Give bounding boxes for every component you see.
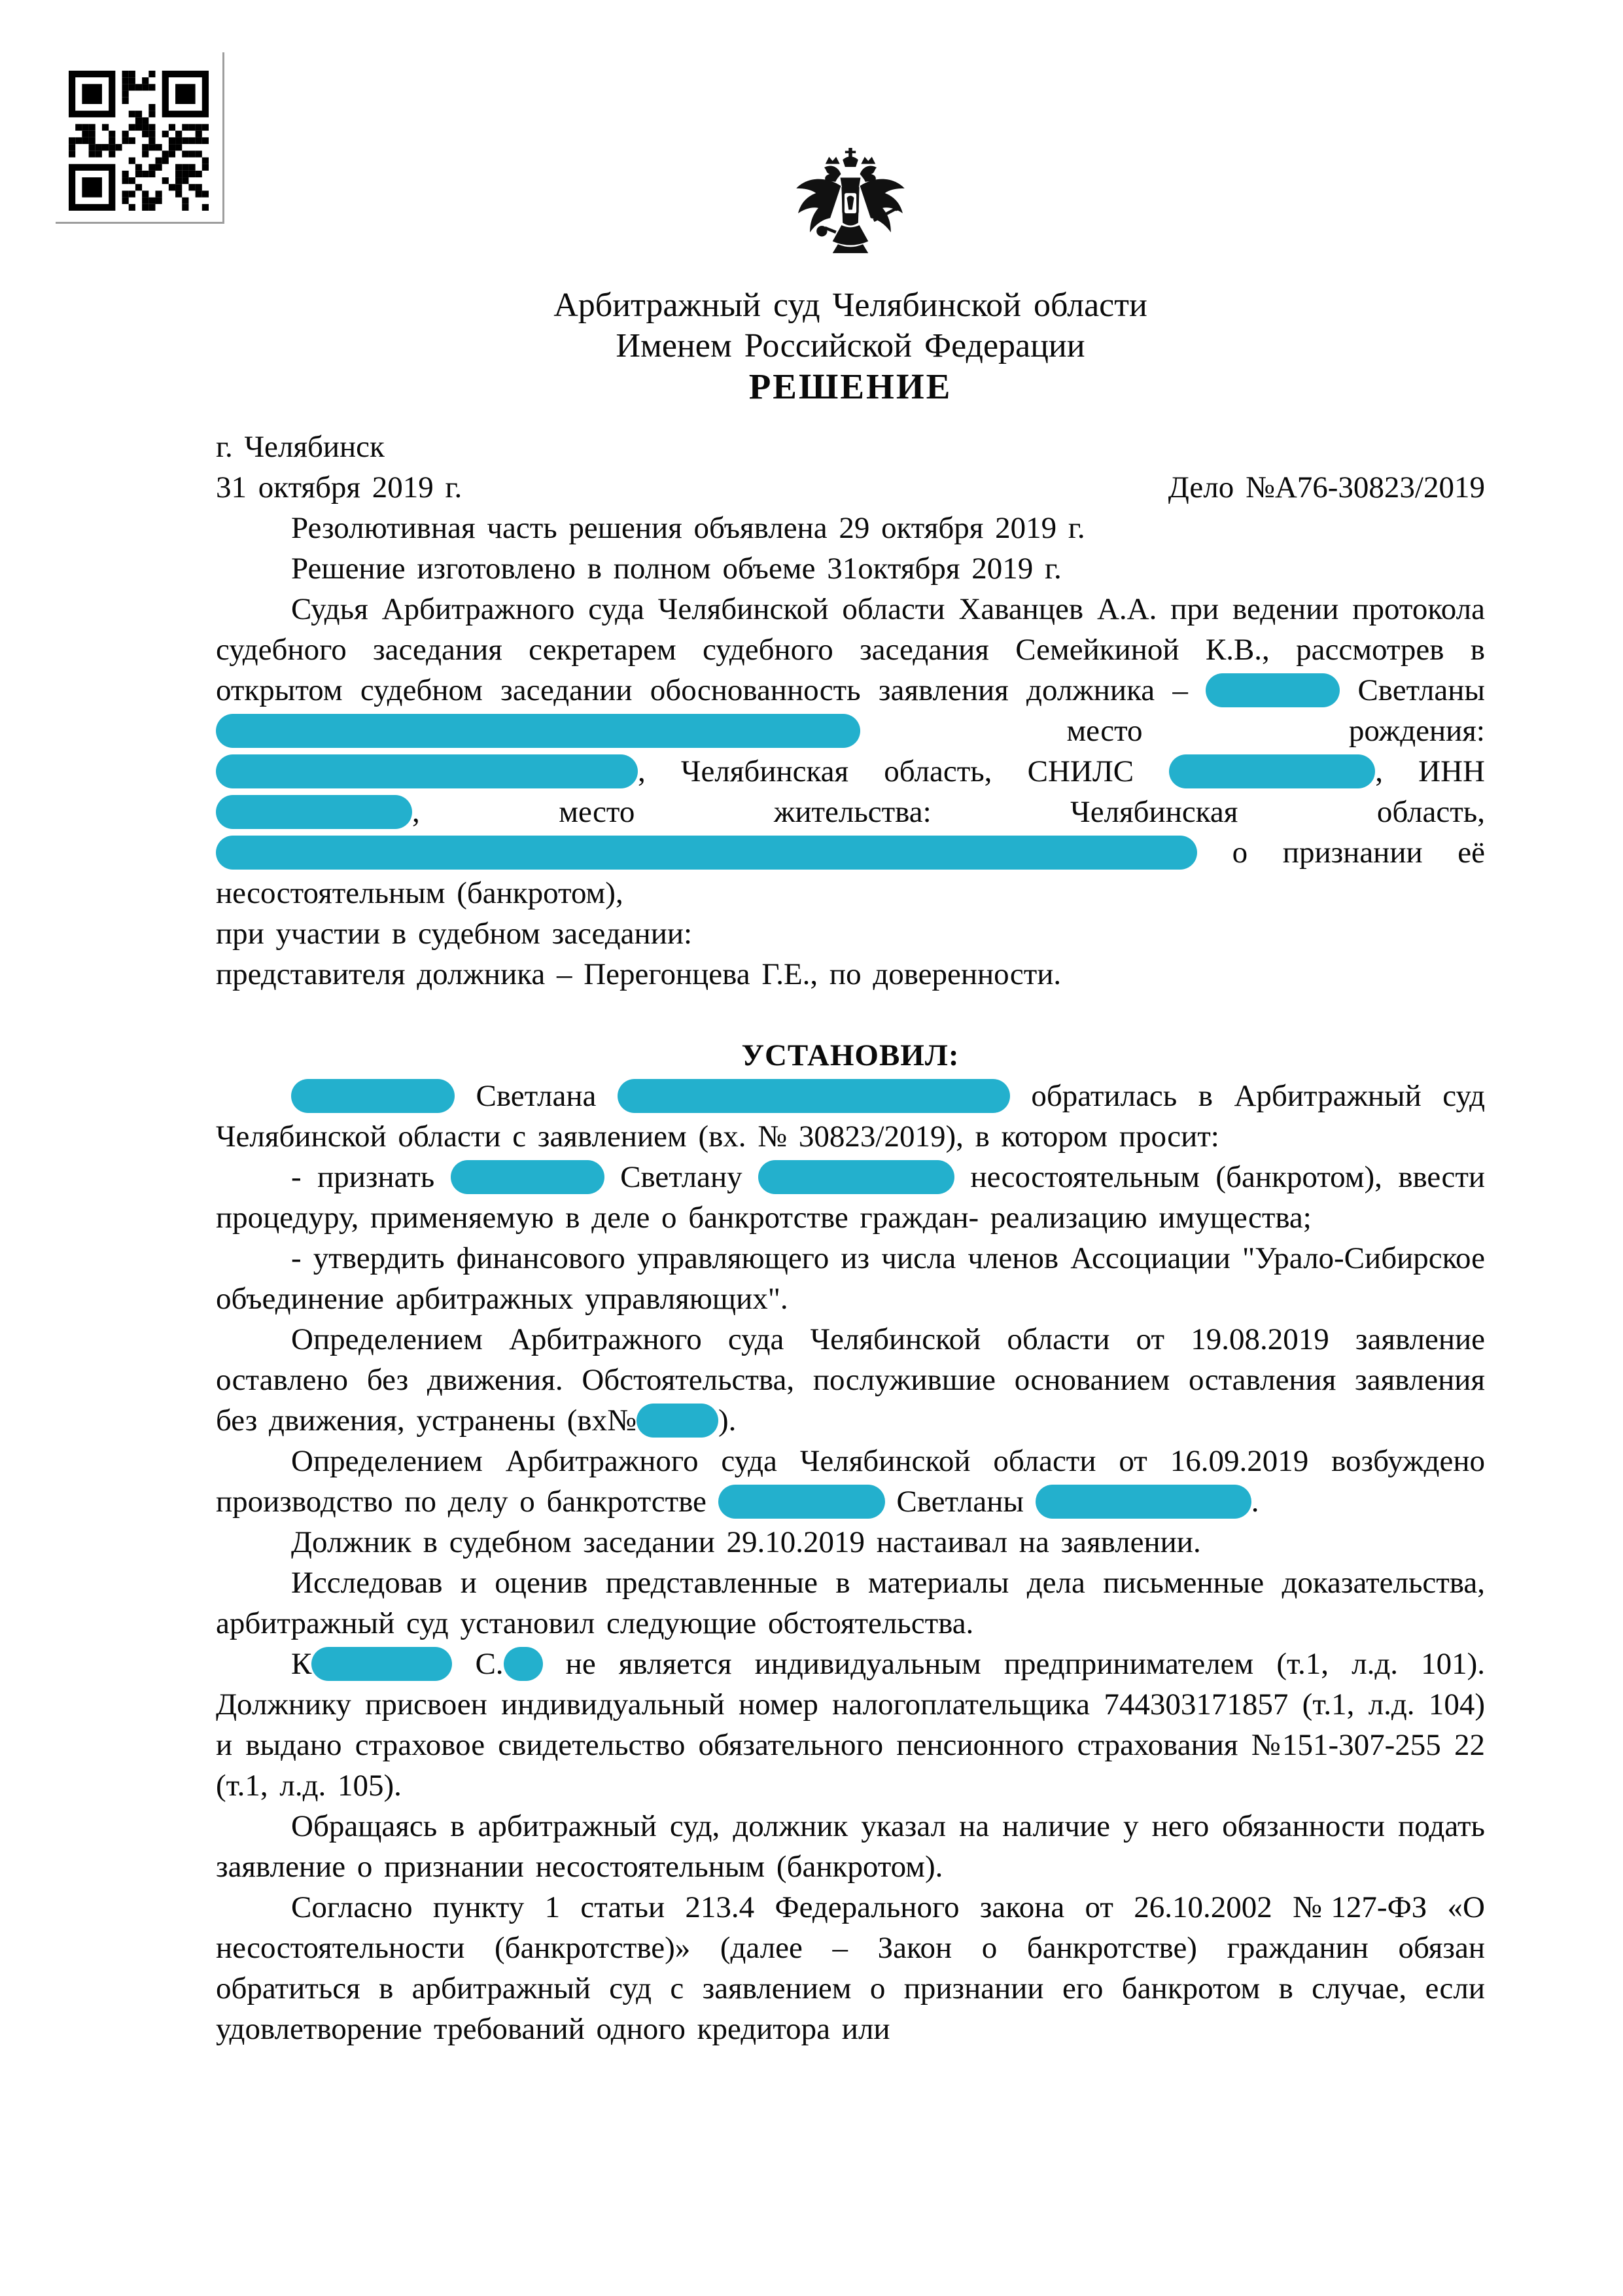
qr-code	[69, 71, 209, 211]
para-request-manager: - утвердить финансового управляющего из числа членов Ассоциации "Урало-Сибирское объединение арбитражных управляющих".	[216, 1241, 1485, 1316]
redaction-mark	[311, 1647, 452, 1681]
city-line: г. Челябинск	[216, 430, 385, 464]
para-ruling-19-08-2019: Определением Арбитражного суда Челябинской области от 19.08.2019 заявление оставлено без движения. Обстоятельства, послужившие основанием оставления заявления без движения, устранены (вх№ ).	[216, 1322, 1485, 1438]
section-heading-ustanovil: УСТАНОВИЛ:	[741, 1038, 960, 1072]
redaction-mark	[758, 1160, 954, 1194]
para-evidence: Исследовав и оценив представленные в материалы дела письменные доказательства, арбитражный суд установил следующие обстоятельства.	[216, 1566, 1485, 1640]
line-full-volume-date: Решение изготовлено в полном объеме 31октября 2019 г.	[291, 552, 1062, 586]
para-judge-intro: Судья Арбитражного суда Челябинской области Хаванцев А.А. при ведении протокола судебного заседания секретарем судебного заседания Семейкиной К.В., рассмотрев в открытом судебном заседании обоснованность заявления должника – Светланы место рождения: , Челябинская область, СНИЛС , ИНН , место жительства: Челябинская область, о признании её несостоятельным (банкротом),	[216, 592, 1485, 910]
document-body	[216, 508, 1485, 2049]
para-obligation: Обращаясь в арбитражный суд, должник указал на наличие у него обязанности подать заявление о признании несостоятельным (банкротом).	[216, 1809, 1485, 1884]
redaction-mark	[504, 1647, 543, 1681]
para-not-entrepreneur: К С. не является индивидуальным предпринимателем (т.1, л.д. 101). Должнику присвоен индивидуальный номер налогоплательщика 744303171857 (т.1, л.д. 104) и выдано страховое свидетельство обязательного пенсионного страхования №151-307-255 22 (т.1, л.д. 105).	[216, 1647, 1485, 1803]
doc-type-title: РЕШЕНИЕ	[748, 366, 952, 406]
para-law-213-4: Согласно пункту 1 статьи 213.4 Федерального закона от 26.10.2002 №127-ФЗ «О несостоятельности (банкротстве)» (далее – Закон о банкротстве) гражданин обязан обратиться в арбитражный суд с заявлением о признании его банкротом в случае, если удовлетворение требований одного кредитора или	[216, 1890, 1485, 2046]
para-ruling-16-09-2019: Определением Арбитражного суда Челябинской области от 16.09.2019 возбуждено производство по делу о банкротстве Светланы .	[216, 1444, 1485, 1519]
line-participants: при участии в судебном заседании:	[216, 917, 693, 951]
redaction-mark	[1169, 754, 1375, 788]
in-the-name-line: Именем Российской Федерации	[616, 327, 1085, 364]
para-application: Светлана обратилась в Арбитражный суд Челябинской области с заявлением (вх. № 30823/2019), в котором просит:	[216, 1079, 1485, 1154]
line-representative: представителя должника – Перегонцева Г.Е., по доверенности.	[216, 957, 1062, 991]
date-case-row	[216, 467, 1485, 508]
redaction-mark	[216, 754, 638, 788]
redaction-mark	[291, 1079, 455, 1113]
para-debtor-insisted: Должник в судебном заседании 29.10.2019 настаивал на заявлении.	[291, 1525, 1201, 1559]
case-number: Дело №А76-30823/2019	[1168, 470, 1485, 504]
document-content	[216, 285, 1485, 2049]
qr-frame	[56, 52, 224, 224]
line-resolutive-part: Резолютивная часть решения объявлена 29 октября 2019 г.	[291, 511, 1085, 545]
redaction-mark	[637, 1404, 718, 1438]
russian-coat-of-arms-icon	[790, 148, 911, 279]
redaction-mark	[618, 1079, 1010, 1113]
redaction-mark	[1036, 1485, 1251, 1519]
redaction-mark	[1206, 673, 1340, 707]
redaction-mark	[216, 836, 1197, 870]
redaction-mark	[216, 714, 860, 748]
redaction-mark	[216, 795, 412, 829]
court-name: Арбитражный суд Челябинской области	[553, 287, 1147, 324]
redaction-mark	[718, 1485, 885, 1519]
decision-date: 31 октября 2019 г.	[216, 470, 462, 504]
redaction-mark	[451, 1160, 604, 1194]
para-request-bankrupt: - признать Светлану несостоятельным (банкротом), ввести процедуру, применяемую в деле о банкротстве граждан- реализацию имущества;	[216, 1160, 1486, 1235]
